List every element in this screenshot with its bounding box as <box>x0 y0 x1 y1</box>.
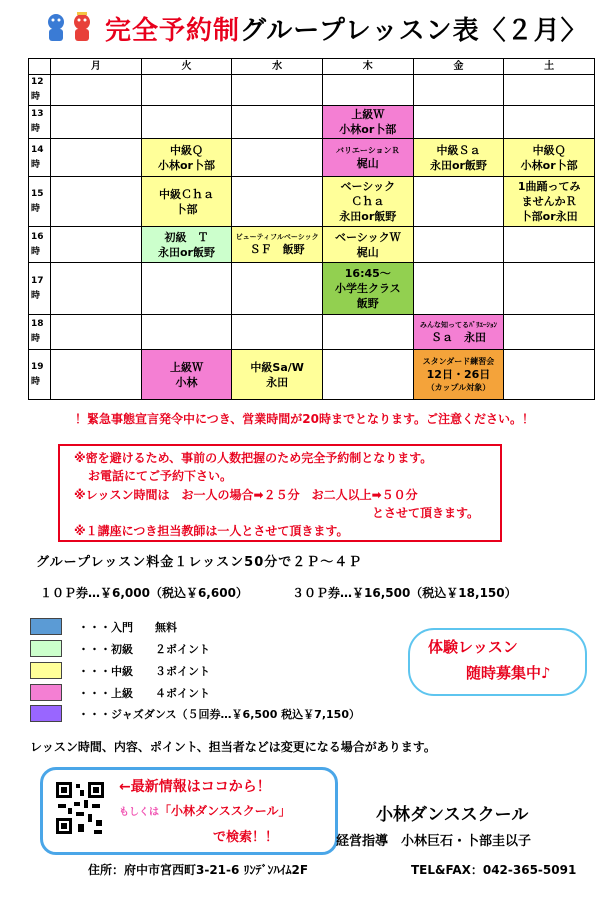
day-header: 水 <box>232 59 323 75</box>
reservation-line: ※密を避けるため、事前の人数把握のため完全予約制となります。 <box>74 451 433 465</box>
emergency-notice: ！緊急事態宣言発令中につき、営業時間が20時までとなります。ご注意ください。！ <box>74 412 535 426</box>
lesson-cell: 中級Ｓａ 永田or飯野 <box>413 139 504 177</box>
corner-cell <box>29 59 51 75</box>
lesson-cell: ベーシックＷ 梶山 <box>322 227 413 263</box>
day-header: 金 <box>413 59 504 75</box>
search-call-to-action: で検索！！ <box>213 830 279 845</box>
legend-item: ・・・ジャズダンス（５回券…￥6,500 税込￥7,150） <box>78 708 360 721</box>
director-line: 経営指導 小林巨石・卜部圭以子 <box>336 834 532 849</box>
search-hint: もしくは「小林ダンススクール」 <box>119 804 291 818</box>
schedule-table <box>28 58 595 400</box>
lesson-cell: 中級Ｃｈａ 卜部 <box>141 177 232 227</box>
lesson-cell: 初級 Ｔ 永田or飯野 <box>141 227 232 263</box>
swatch-intermediate <box>30 662 62 679</box>
legend-item: ・・・初級 ２ポイント <box>78 643 210 656</box>
change-note: レッスン時間、内容、ポイント、担当者などは変更になる場合があります。 <box>30 740 436 754</box>
day-header: 月 <box>51 59 142 75</box>
reservation-line: ※１講座につき担当教師は一人とさせて頂きます。 <box>74 524 349 538</box>
title-red: 完全予約制 <box>105 16 241 46</box>
swatch-jazz <box>30 705 62 722</box>
day-header: 土 <box>504 59 595 75</box>
time-label: 17時 <box>29 263 51 315</box>
legend-item: ・・・中級 ３ポイント <box>78 665 210 678</box>
bubble-line: 体験レッスン <box>428 638 518 656</box>
lesson-cell: スタンダード練習会 12日・26日 （カップル対象） <box>413 350 504 400</box>
lesson-cell: 上級Ｗ 小林or卜部 <box>322 106 413 139</box>
swatch-advanced <box>30 684 62 701</box>
qr-info-box <box>40 767 338 855</box>
title-main: グループレッスン表〈２月〉 <box>240 16 588 46</box>
ticket-10p: １０Ｐ券…￥6,000（税込￥6,600） <box>40 586 248 600</box>
address: 住所：府中市宮西町3-21-6 ﾘﾝﾃﾞﾝﾊｲﾑ2F <box>88 863 309 877</box>
qr-code-icon[interactable] <box>54 780 106 836</box>
lesson-cell: 16:45～ 小学生クラス 飯野 <box>322 263 413 315</box>
time-label: 16時 <box>29 227 51 263</box>
time-label: 19時 <box>29 350 51 400</box>
day-header: 火 <box>141 59 232 75</box>
lesson-cell: 中級Ｑ 小林or卜部 <box>141 139 232 177</box>
swatch-beginner <box>30 618 62 635</box>
lesson-cell: 1曲踊ってみ ませんかＲ 卜部or永田 <box>504 177 595 227</box>
reservation-line: とさせて頂きます。 <box>372 506 480 520</box>
lesson-cell: みんな知ってるﾊﾞﾘｴｰｼｮﾝ Ｓａ 永田 <box>413 315 504 350</box>
reservation-line: お電話にてご予約下さい。 <box>88 469 233 483</box>
bubble-line: 随時募集中♪ <box>466 664 551 682</box>
reservation-box <box>58 444 502 542</box>
lesson-cell: ビューティフルベーシック ＳＦ 飯野 <box>232 227 323 263</box>
time-label: 13時 <box>29 106 51 139</box>
trial-lesson-bubble <box>408 628 587 696</box>
legend-item: ・・・入門 無料 <box>78 621 177 634</box>
lesson-cell: ベーシック Ｃｈａ 永田or飯野 <box>322 177 413 227</box>
school-name: 小林ダンススクール <box>376 805 529 825</box>
day-header: 木 <box>322 59 413 75</box>
reservation-line: ※レッスン時間は お一人の場合➡２５分 お二人以上➡５０分 <box>74 488 418 502</box>
time-label: 14時 <box>29 139 51 177</box>
ticket-30p: ３０Ｐ券…￥16,500（税込￥18,150） <box>292 586 517 600</box>
lesson-cell: 上級Ｗ 小林 <box>141 350 232 400</box>
mascot-illustration <box>42 10 102 44</box>
lesson-cell: バリエーションＲ 梶山 <box>322 139 413 177</box>
lesson-cell: 中級Ｑ 小林or卜部 <box>504 139 595 177</box>
time-label: 12時 <box>29 75 51 106</box>
latest-info-text: ←最新情報はココから！ <box>119 779 271 795</box>
lesson-cell: 中級Sa/W 永田 <box>232 350 323 400</box>
swatch-elementary <box>30 640 62 657</box>
page-title <box>105 10 588 47</box>
time-label: 15時 <box>29 177 51 227</box>
pricing-title: グループレッスン料金１レッスン50分で２Ｐ～４Ｐ <box>36 555 363 570</box>
time-label: 18時 <box>29 315 51 350</box>
legend-item: ・・・上級 ４ポイント <box>78 687 210 700</box>
phone-fax: TEL&FAX：042-365-5091 <box>411 863 577 877</box>
